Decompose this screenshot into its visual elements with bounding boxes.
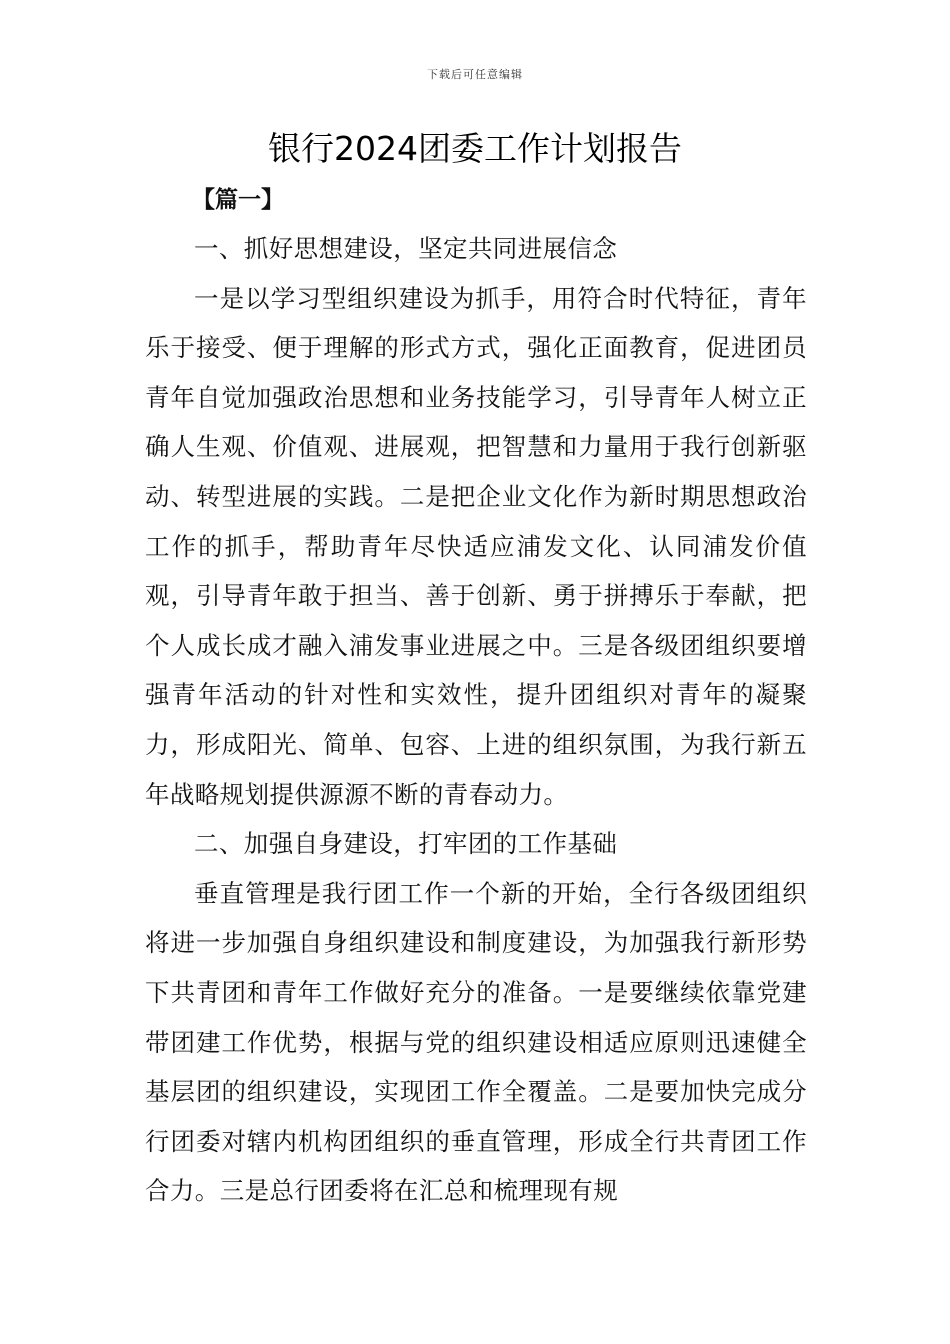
header-note: 下载后可任意编辑	[427, 68, 523, 81]
paragraph-1: 一是以学习型组织建设为抓手，用符合时代特征，青年乐于接受、便于理解的形式方式，强化正面教育，促进团员青年自觉加强政治思想和业务技能学习，引导青年人树立正确人生观、价值观、进展观，把智慧和力量用于我行创新驱动、转型进展的实践。二是把企业文化作为新时期思想政治工作的抓手，帮助青年尽快适应浦发文化、认同浦发价值观，引导青年敢于担当、善于创新、勇于拼搏乐于奉献，把个人成长成才融入浦发事业进展之中。三是各级团组织要增强青年活动的针对性和实效性，提升团组织对青年的凝聚力，形成阳光、简单、包容、上进的组织氛围，为我行新五年战略规划提供源源不断的青春动力。	[145, 283, 807, 809]
section-marker: 【篇一】	[192, 187, 284, 213]
paragraph-2: 垂直管理是我行团工作一个新的开始，全行各级团组织将进一步加强自身组织建设和制度建设，为加强我行新形势下共青团和青年工作做好充分的准备。一是要继续依靠党建带团建工作优势，根据与党的组织建设相适应原则迅速健全基层团的组织建设，实现团工作全覆盖。二是要加快完成分行团委对辖内机构团组织的垂直管理，形成全行共青团工作合力。三是总行团委将在汇总和梳理现有规	[145, 878, 807, 1206]
document-title: 银行2024团委工作计划报告	[268, 129, 682, 168]
section-heading-1: 一、抓好思想建设，坚定共同进展信念	[194, 234, 618, 263]
document-body	[145, 224, 807, 1216]
section-heading-2: 二、加强自身建设，打牢团的工作基础	[194, 829, 618, 859]
